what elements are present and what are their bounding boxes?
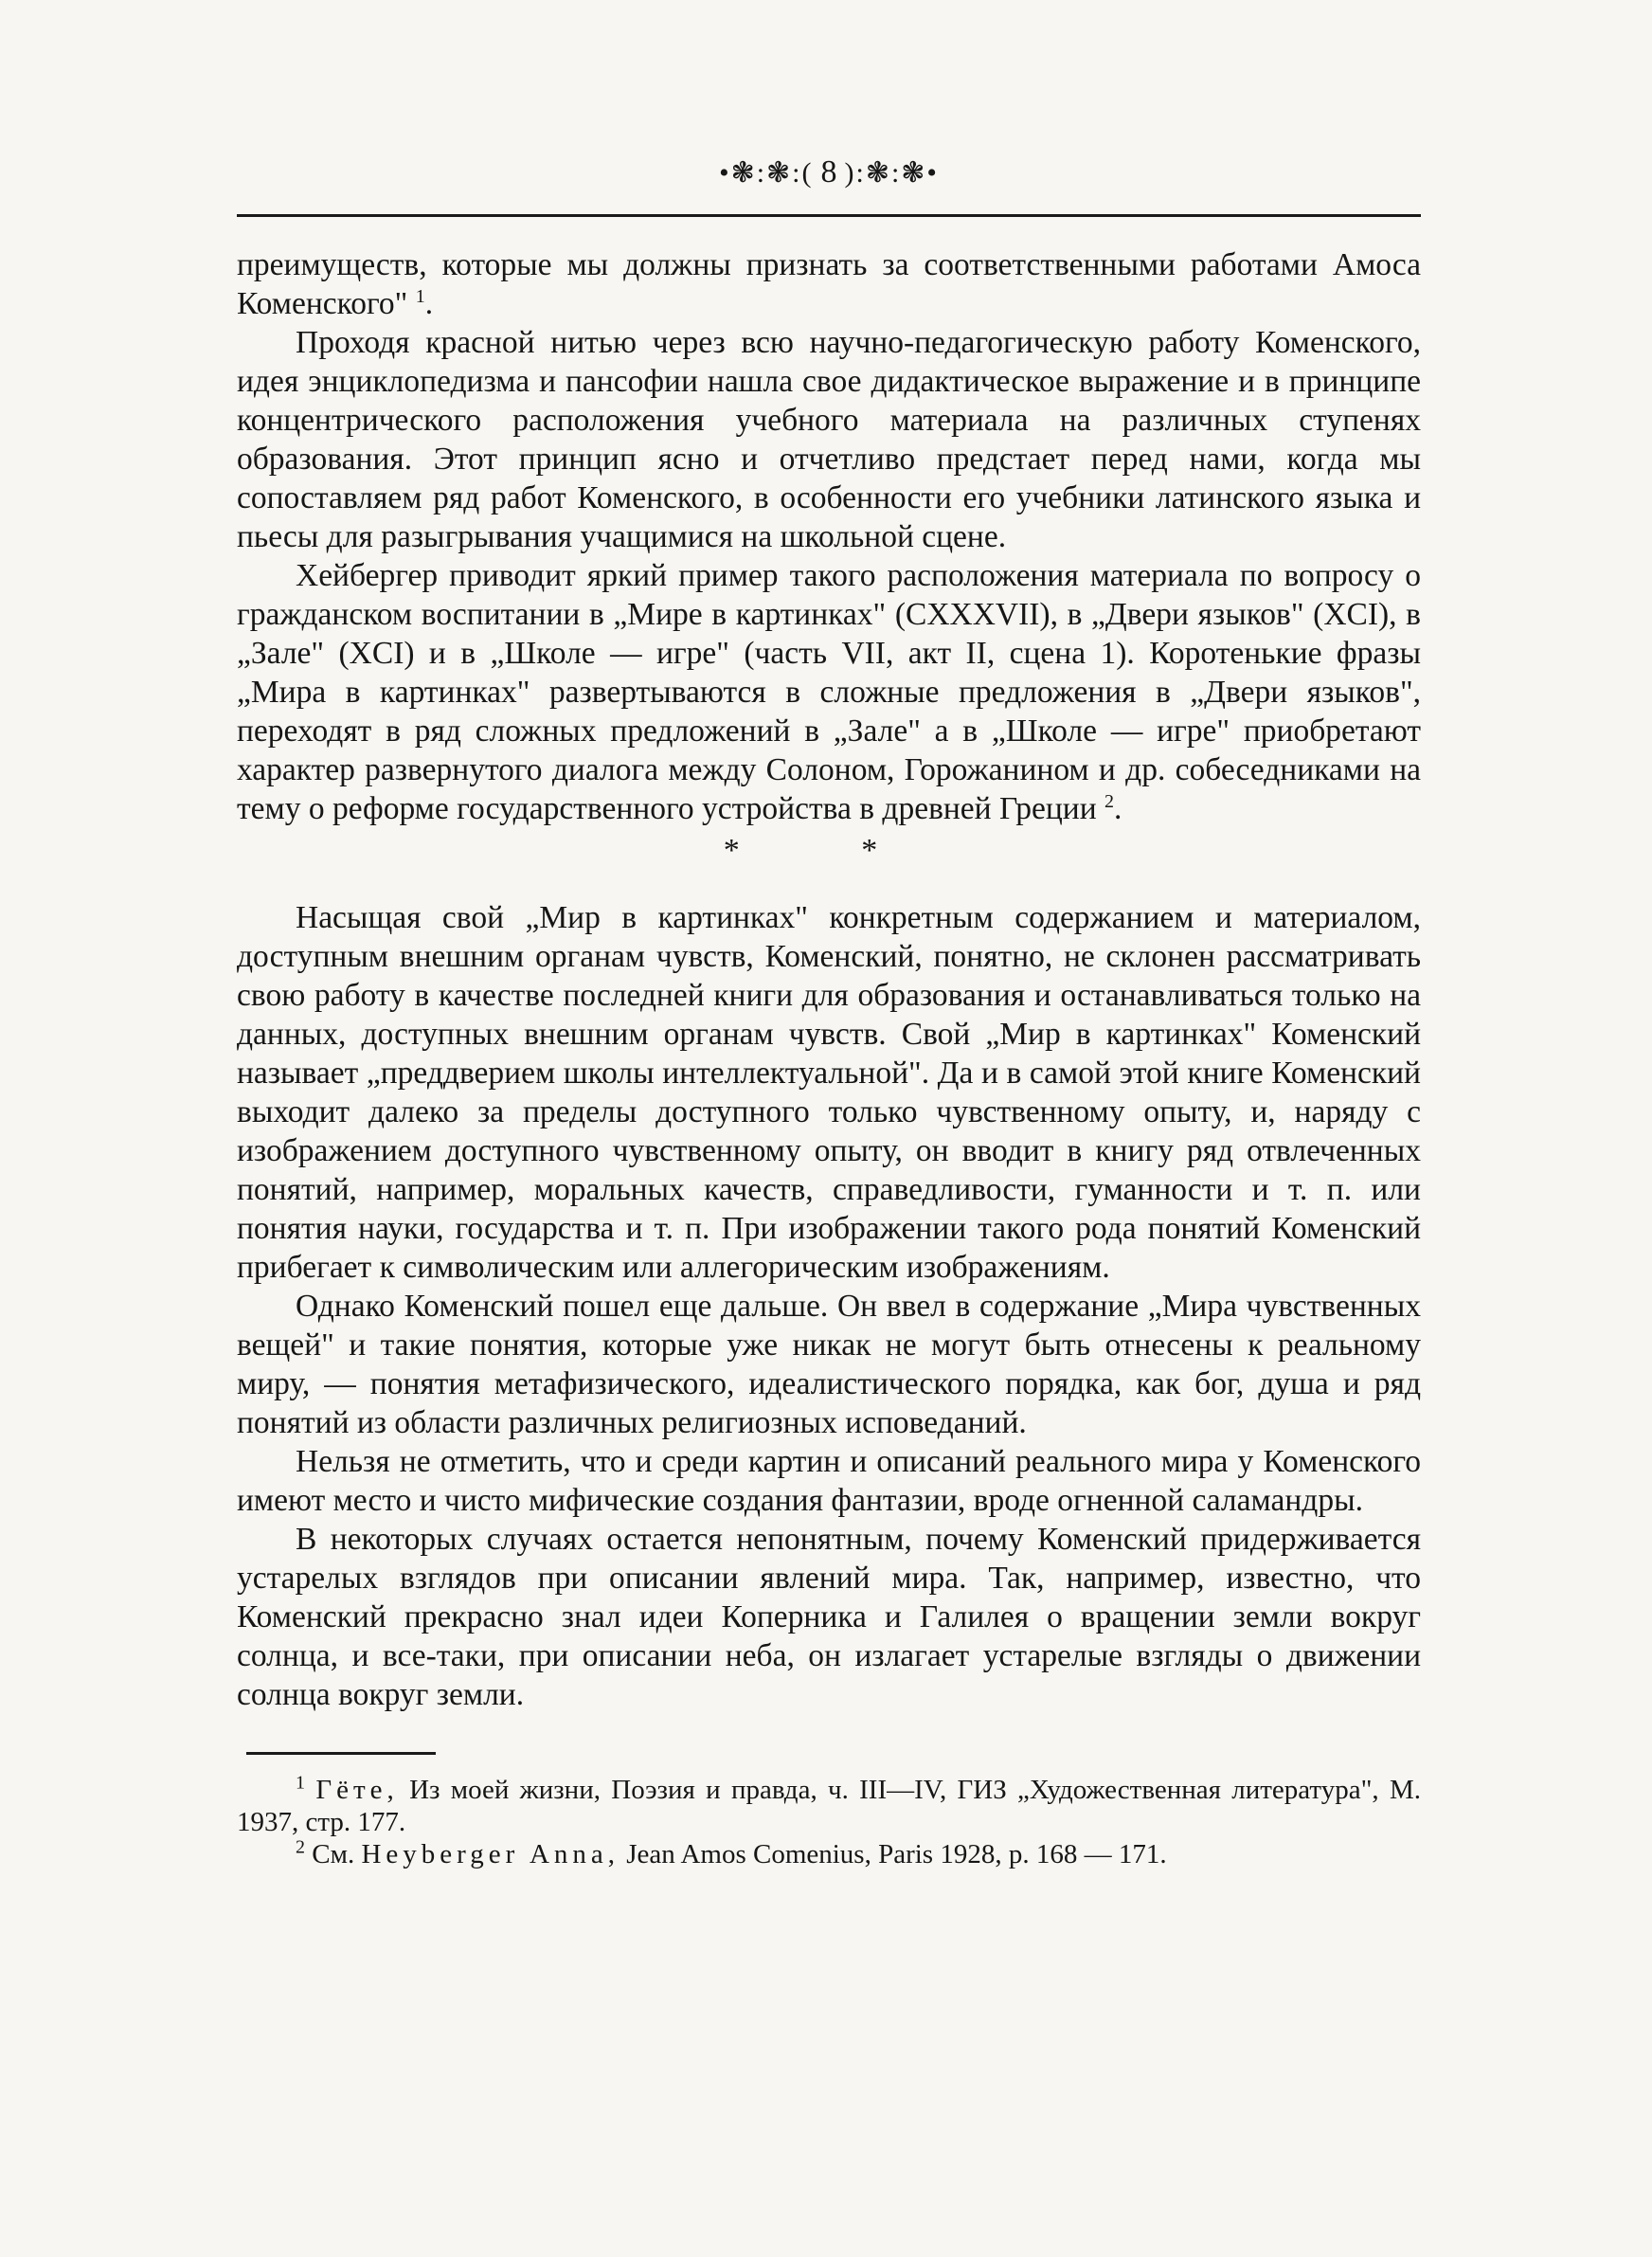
page-header: [237, 152, 1421, 193]
paragraph-1-end: .: [424, 286, 434, 321]
paragraph-3: [237, 556, 1421, 828]
footnote-2-prefix: См.: [312, 1839, 355, 1869]
paragraph-1: [237, 245, 1421, 323]
footnote-2-author: Heyberger Anna,: [361, 1839, 620, 1869]
footnote-1-number: 1: [296, 1772, 305, 1794]
paragraph-4: Насыщая свой „Мир в картинках" конкретным содержанием и материалом, доступным внешним органам чувств, Коменский, понятно, не склонен рассматривать свою работу в качестве последней книги для образования и останавливаться только на данных, доступных внешним органам чувств. Свой „Мир в картинках" Коменский называет „преддверием школы интеллектуальной". Да и в самой этой книге Коменский выходит далеко за пределы доступного только чувственному опыту, и, наряду с изображением доступного чувственному опыту, он вводит в книгу ряд отвлеченных понятий, например, моральных качеств, справедливости, гуманности и т. п. или понятия науки, государства и т. п. При изображении такого рода понятий Коменский прибегает к символическим или аллегорическим изображениям.: [237, 900, 1421, 1285]
paragraph-7: В некоторых случаях остается непонятным, почему Коменский придерживается устарелых взглядов при описании явлений мира. Так, например, известно, что Коменский прекрасно знал идеи Коперника и Галилея о вращении земли вокруг солнца, и все-таки, при описании неба, он излагает устарелые взгляды о движении солнца вокруг земли.: [237, 1522, 1421, 1712]
footnote-2-number: 2: [296, 1836, 305, 1858]
paragraph-5: Однако Коменский пошел еще дальше. Он ввел в содержание „Мира чувственных вещей" и такие понятия, которые уже никак не могут быть отнесены к реальному миру, — понятия метафизического, идеалистического порядка, как бог, душа и ряд понятий из области различных религиозных исповеданий.: [237, 1289, 1421, 1440]
body-text: [237, 245, 1421, 1714]
header-rule: [237, 214, 1421, 217]
footnote-1-text: Из моей жизни, Поэзия и правда, ч. III—IV, ГИЗ „Художественная литература", М. 1937, стр. 177.: [237, 1775, 1422, 1837]
paragraph-2: Проходя красной нитью через всю научно-педагогическую работу Коменского, идея энциклопедизма и пансофии нашла свое дидактическое выражение и в принципе концентрического расположения учебного материала на различных ступенях образования. Этот принцип ясно и отчетливо предстает перед нами, когда мы сопоставляем ряд работ Коменского, в особенности его учебники латинского языка и пьесы для разыгрывания учащимися на школьной сцене.: [237, 325, 1421, 554]
footnote-ref-1: 1: [415, 285, 425, 307]
paragraph-3-text: Хейбергер приводит яркий пример такого расположения материала по вопросу о гражданском воспитании в „Мире в картинках" (CXXXVII), в „Двери языков" (XCI), в „Зале" (XCI) и в „Школе — игре" (часть VII, акт II, сцена 1). Коротенькие фразы „Мира в картинках" развертываются в сложные предложения в „Двери языков", переходят в ряд сложных предложений в „Зале" а в „Школе — игре" приобретают характер развернутого диалога между Солоном, Горожанином и др. собеседниками на тему о реформе государственного устройства в древней Греции: [237, 558, 1421, 826]
footnotes: [237, 1774, 1421, 1870]
paragraph-6: Нельзя не отметить, что и среди картин и описаний реального мира у Коменского имеют место и чисто мифические создания фантазии, вроде огненной саламандры.: [237, 1444, 1421, 1518]
paragraph-3-end: .: [1114, 791, 1122, 826]
ornament-right: ):❃:❃•: [844, 156, 939, 189]
footnote-1-author: Гёте,: [315, 1775, 399, 1805]
footnote-rule: [246, 1752, 436, 1755]
page-number: 8: [820, 154, 837, 190]
footnote-ref-2: 2: [1104, 790, 1115, 812]
footnote-2-text: Jean Amos Comenius, Paris 1928, p. 168 — 171.: [626, 1839, 1167, 1869]
footnote-2: [237, 1838, 1421, 1870]
document-page: [237, 152, 1421, 1870]
ornament-left: •❃:❃:(: [719, 156, 814, 189]
paragraph-1-text: преимуществ, которые мы должны признать за соответственными работами Амоса Коменского": [237, 247, 1421, 321]
footnote-1: [237, 1774, 1421, 1838]
section-break: * *: [723, 833, 935, 868]
